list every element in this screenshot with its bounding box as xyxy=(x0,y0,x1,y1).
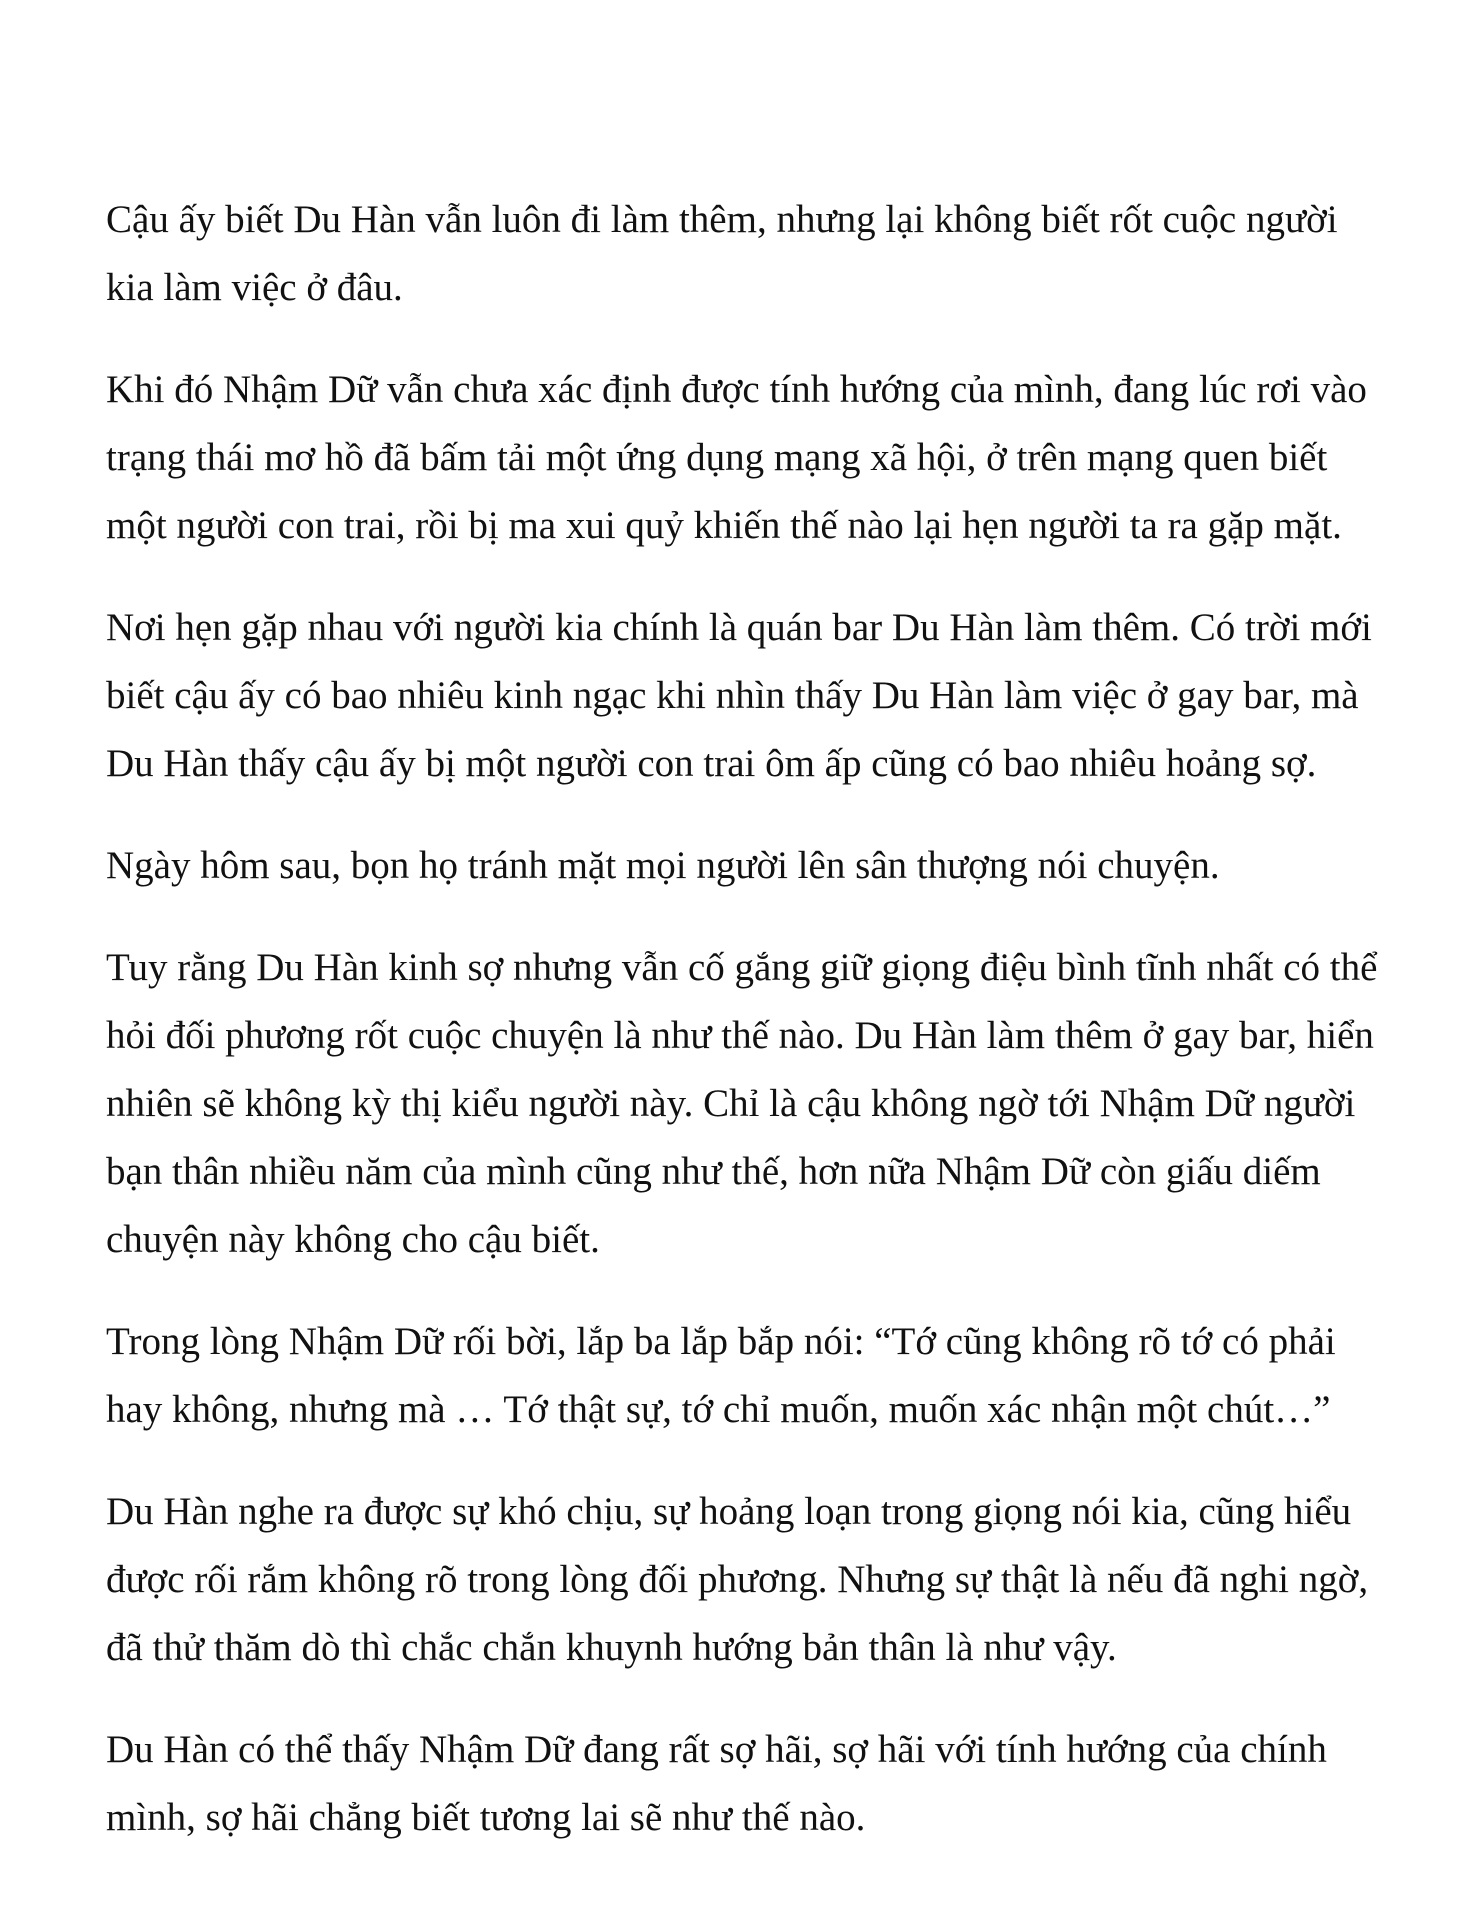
text-line: đã thử thăm dò thì chắc chắn khuynh hướng bản thân là như vậy. xyxy=(106,1626,1117,1669)
paragraph-3 xyxy=(106,594,1406,798)
body-text xyxy=(106,186,1406,1886)
text-line: mình, sợ hãi chẳng biết tương lai sẽ như thế nào. xyxy=(106,1796,866,1839)
paragraph-1 xyxy=(106,186,1406,322)
text-line: Du Hàn có thể thấy Nhậm Dữ đang rất sợ hãi, sợ hãi với tính hướng của chính xyxy=(106,1728,1327,1771)
text-line: Trong lòng Nhậm Dữ rối bời, lắp ba lắp bắp nói: “Tớ cũng không rõ tớ có phải xyxy=(106,1320,1336,1363)
text-line: hỏi đối phương rốt cuộc chuyện là như thế nào. Du Hàn làm thêm ở gay bar, hiển xyxy=(106,1014,1374,1057)
paragraph-5 xyxy=(106,934,1406,1274)
paragraph-7 xyxy=(106,1478,1406,1682)
text-line: chuyện này không cho cậu biết. xyxy=(106,1218,600,1261)
text-line: Du Hàn nghe ra được sự khó chịu, sự hoảng loạn trong giọng nói kia, cũng hiểu xyxy=(106,1490,1352,1533)
text-line: kia làm việc ở đâu. xyxy=(106,266,403,309)
text-line: Khi đó Nhậm Dữ vẫn chưa xác định được tính hướng của mình, đang lúc rơi vào xyxy=(106,368,1367,411)
paragraph-4 xyxy=(106,832,1406,900)
text-line: biết cậu ấy có bao nhiêu kinh ngạc khi nhìn thấy Du Hàn làm việc ở gay bar, mà xyxy=(106,674,1359,717)
text-line: Tuy rằng Du Hàn kinh sợ nhưng vẫn cố gắng giữ giọng điệu bình tĩnh nhất có thể xyxy=(106,946,1378,989)
text-line: nhiên sẽ không kỳ thị kiểu người này. Chỉ là cậu không ngờ tới Nhậm Dữ người xyxy=(106,1082,1356,1125)
paragraph-2 xyxy=(106,356,1406,560)
text-line: trạng thái mơ hồ đã bấm tải một ứng dụng mạng xã hội, ở trên mạng quen biết xyxy=(106,436,1328,479)
text-line: Cậu ấy biết Du Hàn vẫn luôn đi làm thêm, nhưng lại không biết rốt cuộc người xyxy=(106,198,1338,241)
text-line: bạn thân nhiều năm của mình cũng như thế, hơn nữa Nhậm Dữ còn giấu diếm xyxy=(106,1150,1321,1193)
text-line: Ngày hôm sau, bọn họ tránh mặt mọi người lên sân thượng nói chuyện. xyxy=(106,844,1220,887)
paragraph-6 xyxy=(106,1308,1406,1444)
paragraph-8 xyxy=(106,1716,1406,1852)
text-line: được rối rắm không rõ trong lòng đối phương. Nhưng sự thật là nếu đã nghi ngờ, xyxy=(106,1558,1369,1601)
text-line: một người con trai, rồi bị ma xui quỷ khiến thế nào lại hẹn người ta ra gặp mặt. xyxy=(106,504,1342,547)
text-line: hay không, nhưng mà … Tớ thật sự, tớ chỉ muốn, muốn xác nhận một chút…” xyxy=(106,1388,1331,1431)
text-line: Du Hàn thấy cậu ấy bị một người con trai ôm ấp cũng có bao nhiêu hoảng sợ. xyxy=(106,742,1317,785)
text-line: Nơi hẹn gặp nhau với người kia chính là quán bar Du Hàn làm thêm. Có trời mới xyxy=(106,606,1372,649)
